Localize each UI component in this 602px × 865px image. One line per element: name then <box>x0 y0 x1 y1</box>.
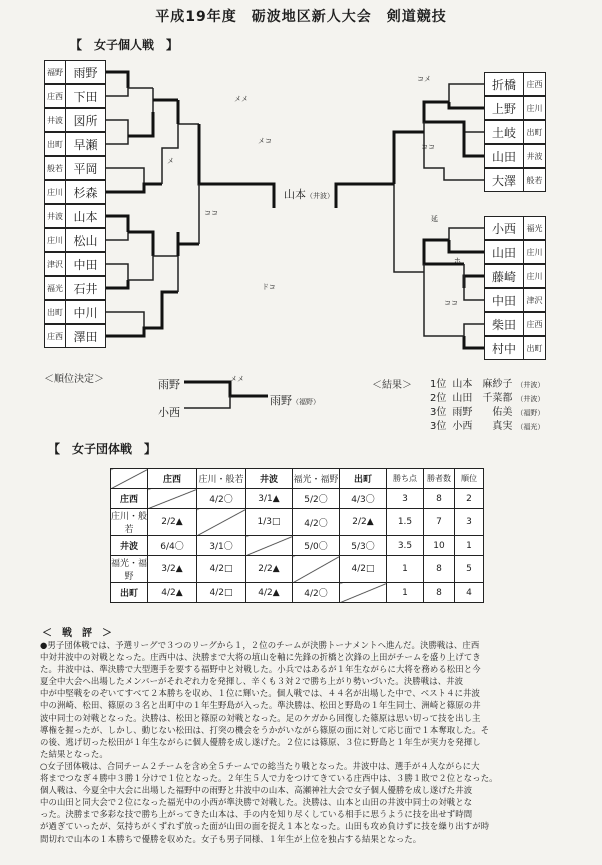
player-name: 上野 <box>491 101 516 116</box>
player-name: 杉森 <box>73 185 98 200</box>
player-name: 平岡 <box>73 161 98 176</box>
result-cell: 2/2▲ <box>340 509 387 536</box>
player-name: 柴田 <box>491 317 516 332</box>
result-cell: 4/2□ <box>197 583 246 603</box>
player-name: 山田 <box>491 245 516 260</box>
mark-bout-7: ココ <box>421 143 435 151</box>
result-school: （井波） <box>516 381 545 389</box>
team-points: 1 <box>387 556 424 583</box>
player-school: 井波 <box>47 211 63 221</box>
result-name: 山田 千菜都 <box>452 393 513 404</box>
individual-heading: 【 女子個人戦 】 <box>70 38 179 52</box>
result-rank: 3位 <box>430 421 447 432</box>
team-row <box>111 583 484 603</box>
result-cell: 1/3□ <box>246 509 293 536</box>
result-row <box>430 392 544 406</box>
team-col-header: 庄西 <box>148 469 197 489</box>
team-rank: 5 <box>455 556 484 583</box>
player-name: 大澤 <box>491 173 516 188</box>
team-rank: 1 <box>455 536 484 556</box>
team-row-name: 福光・福野 <box>111 556 148 583</box>
result-cell: 5/3〇 <box>340 536 387 556</box>
player-name: 松山 <box>73 233 98 248</box>
team-row-name: 井波 <box>111 536 148 556</box>
player-school: 庄西 <box>47 331 63 341</box>
review-line: 将までつなぎ４勝中３勝１分けで１位となった。２年生５人で力をつけてきている庄西中は、３勝１敗で２位となった。 <box>40 773 498 784</box>
ranking-mark: メメ <box>230 375 244 383</box>
result-cell: 3/2▲ <box>148 556 197 583</box>
table-corner <box>111 469 148 489</box>
team-row <box>111 556 484 583</box>
team-wins: 10 <box>424 536 455 556</box>
mark-bout-8: 延 <box>431 215 438 223</box>
review-line: 中の山田と同大会で２位になった福光中の小西が準決勝で対戦した。決勝は、山本と山田の井波中同士の対戦とな <box>40 797 473 808</box>
player-school: 出町 <box>47 307 63 317</box>
result-rank: 1位 <box>430 379 447 390</box>
ranking-player-a: 雨野 <box>158 378 180 391</box>
result-cell: 4/2▲ <box>148 583 197 603</box>
review-line: ●男子団体戦では、予選リーグで３つのリーグから１，２位のチームが決勝トーナメントへ進んだ。決勝戦は、庄西 <box>40 640 480 650</box>
mark-bout-9: ホ <box>454 257 461 265</box>
player-name: 村中 <box>491 341 516 356</box>
result-cell: 4/2□ <box>340 556 387 583</box>
player-school: 庄川 <box>526 247 543 257</box>
result-school: （井波） <box>516 395 545 403</box>
mark-bout-2: メコ <box>258 137 272 145</box>
result-cell: 6/4〇 <box>148 536 197 556</box>
result-rank: 2位 <box>430 393 447 404</box>
team-col-header: 勝者数 <box>424 469 455 489</box>
team-wins: 8 <box>424 583 455 603</box>
player-school: 庄西 <box>526 319 543 329</box>
player-name: 雨野 <box>73 65 98 80</box>
individual-bracket <box>44 60 548 360</box>
player-school: 庄西 <box>47 91 63 101</box>
result-row <box>430 406 544 420</box>
mark-bout-4: ココ <box>204 209 218 217</box>
player-name: 小西 <box>491 221 516 236</box>
player-name: 土岐 <box>491 125 516 140</box>
ranking-winner-school: （福野） <box>292 398 320 406</box>
result-cell: 3/1▲ <box>246 489 293 509</box>
player-name: 図所 <box>73 113 98 128</box>
ranking-heading: ＜順位決定＞ <box>44 374 104 385</box>
team-col-header: 出町 <box>340 469 387 489</box>
mark-bout-10: ココ <box>444 299 458 307</box>
player-school: 井波 <box>526 151 543 161</box>
player-school: 津沢 <box>526 295 543 305</box>
player-name: 石井 <box>73 281 98 296</box>
player-name: 山田 <box>491 149 516 164</box>
mark-bout-3: メ <box>167 157 174 165</box>
player-name: 藤崎 <box>491 269 516 284</box>
team-row-name: 出町 <box>111 583 148 603</box>
result-cell: 3/1〇 <box>197 536 246 556</box>
team-row-name: 庄川・般若 <box>111 509 148 536</box>
player-school: 出町 <box>526 127 543 137</box>
player-school: 庄川 <box>526 103 543 113</box>
result-cell: 4/2□ <box>197 556 246 583</box>
team-header-row <box>111 469 484 489</box>
team-col-header: 順位 <box>455 469 484 489</box>
player-name: 下田 <box>73 89 98 104</box>
ranking-winner <box>270 392 320 408</box>
results-heading: ＜結果＞ <box>372 380 412 391</box>
review-line: 中が中堅戦をのぞいてすべて２本勝ちを収め、１位に輝いた。個人戦では、４４名が出場した中で、ベスト４に井波 <box>40 688 481 699</box>
team-heading: 【 女子団体戦 】 <box>48 442 157 456</box>
result-school: （福光） <box>516 423 545 431</box>
player-name: 早瀬 <box>73 137 98 152</box>
result-name: 山本 麻紗子 <box>452 379 513 390</box>
review-line: 波中同士の対戦となった。決勝は、松田と篠原の対戦となった。足のケガから回復した篠原は思い切って技を出し主 <box>40 712 481 723</box>
result-name: 小西 真実 <box>452 421 513 432</box>
team-points: 1.5 <box>387 509 424 536</box>
self-match-cell <box>197 509 246 536</box>
team-row <box>111 509 484 536</box>
result-cell: 2/2▲ <box>246 556 293 583</box>
self-match-cell <box>293 556 340 583</box>
player-school: 福光 <box>526 223 543 233</box>
team-row-name: 庄西 <box>111 489 148 509</box>
player-school: 庄川 <box>526 271 543 281</box>
review-line: 間切れで山本の１本勝ちで優勝を収めた。女子も男子同様、１年生が上位を独占する結果となった。 <box>40 833 422 844</box>
player-school: 出町 <box>526 343 543 353</box>
player-school: 庄川 <box>47 235 63 245</box>
result-name: 雨野 佑美 <box>452 407 513 418</box>
self-match-cell <box>246 536 293 556</box>
player-school: 津沢 <box>47 259 63 269</box>
review-line: ○女子団体戦は、合同チーム２チームを含め全５チームでの総当たり戦となった。井波中は、選手が４人ながらに大 <box>40 760 480 771</box>
self-match-cell <box>148 489 197 509</box>
player-name: 中田 <box>73 257 98 272</box>
result-cell: 5/0〇 <box>293 536 340 556</box>
review-line: 個人戦は、今夏全中大会に出場した福野中の雨野と井波中の山本、高瀬神社大会で女子個人優勝を成し遂げた井波 <box>40 785 473 796</box>
player-school: 般若 <box>526 175 543 185</box>
mark-bout-1: メメ <box>234 95 248 103</box>
team-col-header: 井波 <box>246 469 293 489</box>
result-cell: 2/2▲ <box>148 509 197 536</box>
result-cell: 4/2〇 <box>293 509 340 536</box>
review-line: が過ぎていったが、気持ちがくずれず放った面が山田の面を捉え１本となった。山田も攻め負けずに技を繰り出すが時 <box>40 821 490 832</box>
result-cell: 4/2〇 <box>197 489 246 509</box>
team-wins: 8 <box>424 556 455 583</box>
ranking-winner-name: 雨野 <box>270 394 292 407</box>
player-name: 中川 <box>73 305 98 320</box>
bracket-lines <box>44 60 548 360</box>
ranking-player-b: 小西 <box>158 406 180 419</box>
player-name: 澤田 <box>73 329 98 344</box>
player-school: 井波 <box>47 115 63 125</box>
winner-name: 山本 <box>284 188 306 201</box>
player-name: 折橋 <box>491 77 516 92</box>
review-heading: ＜ 戦 評 ＞ <box>42 628 112 639</box>
result-row <box>430 420 544 434</box>
individual-winner <box>284 186 334 202</box>
self-match-cell <box>340 583 387 603</box>
review-text <box>40 639 580 845</box>
team-row <box>111 489 484 509</box>
mark-bout-6: コメ <box>417 75 431 83</box>
player-school: 庄川 <box>47 187 63 197</box>
team-rank: 4 <box>455 583 484 603</box>
result-row <box>430 378 544 392</box>
team-wins: 7 <box>424 509 455 536</box>
player-school: 福光 <box>47 283 63 293</box>
result-rank: 3位 <box>430 407 447 418</box>
page-title: 平成19年度 砺波地区新人大会 剣道競技 <box>155 9 447 25</box>
player-school: 庄西 <box>526 79 543 89</box>
team-table <box>110 468 484 603</box>
team-points: 1 <box>387 583 424 603</box>
player-name: 中田 <box>491 293 516 308</box>
review-line: た。井波中は、準決勝で大型選手を要する福野中と対戦した。小兵ではあるが１年生ながらに大将を務める松田と今 <box>40 664 481 675</box>
result-cell: 5/2〇 <box>293 489 340 509</box>
result-cell: 4/2▲ <box>246 583 293 603</box>
team-rank: 2 <box>455 489 484 509</box>
review-line: 夏全中大会へ出場したメンバーがそれぞれ力を発揮し、辛くも３対２で勝ち上がり勢いづいた。決勝戦は、井波 <box>40 676 464 687</box>
result-cell: 4/2〇 <box>293 583 340 603</box>
review-line: の後、逃げ切った松田が１年生ながらに個人優勝を成し遂げた。２位には篠原、３位に野島と１年生が実力を発揮し <box>40 736 481 747</box>
review-line: った。決勝まで多彩な技で勝ち上がってきた山本は、手の内を知り尽くしている相手に思うように技を出せず時間 <box>40 809 473 820</box>
team-points: 3 <box>387 489 424 509</box>
results-list <box>430 378 544 434</box>
player-school: 福野 <box>47 67 63 77</box>
result-cell: 4/3〇 <box>340 489 387 509</box>
review-line: 導権を握ったが、しかし、動じない松田は、打突の機会をうかがいながら篠原の面に対して応じ面で１本奪取した。そ <box>40 724 490 735</box>
team-points: 3.5 <box>387 536 424 556</box>
result-school: （福野） <box>516 409 545 417</box>
player-school: 般若 <box>47 163 63 173</box>
team-col-header: 庄川・般若 <box>197 469 246 489</box>
review-line: 中対井波中の対戦となった。庄西中は、決勝まで大将の埴山を軸に先鋒の折橋と次鋒の上田がチームを盛り上げてき <box>40 652 481 663</box>
mark-bout-5: ドコ <box>262 283 276 291</box>
team-col-header: 勝ち点 <box>387 469 424 489</box>
player-school: 出町 <box>47 139 63 149</box>
review-line: た結果となった。 <box>40 748 108 759</box>
player-name: 山本 <box>73 209 98 224</box>
team-col-header: 福光・福野 <box>293 469 340 489</box>
team-rank: 3 <box>455 509 484 536</box>
winner-school: （井波） <box>306 192 334 200</box>
team-row <box>111 536 484 556</box>
review-line: 中の洲崎、松田、篠原の３名と出町中の１年生野島が入った。準決勝は、松田と野島の１年生同士、洲崎と篠原の井 <box>40 700 481 711</box>
team-wins: 8 <box>424 489 455 509</box>
